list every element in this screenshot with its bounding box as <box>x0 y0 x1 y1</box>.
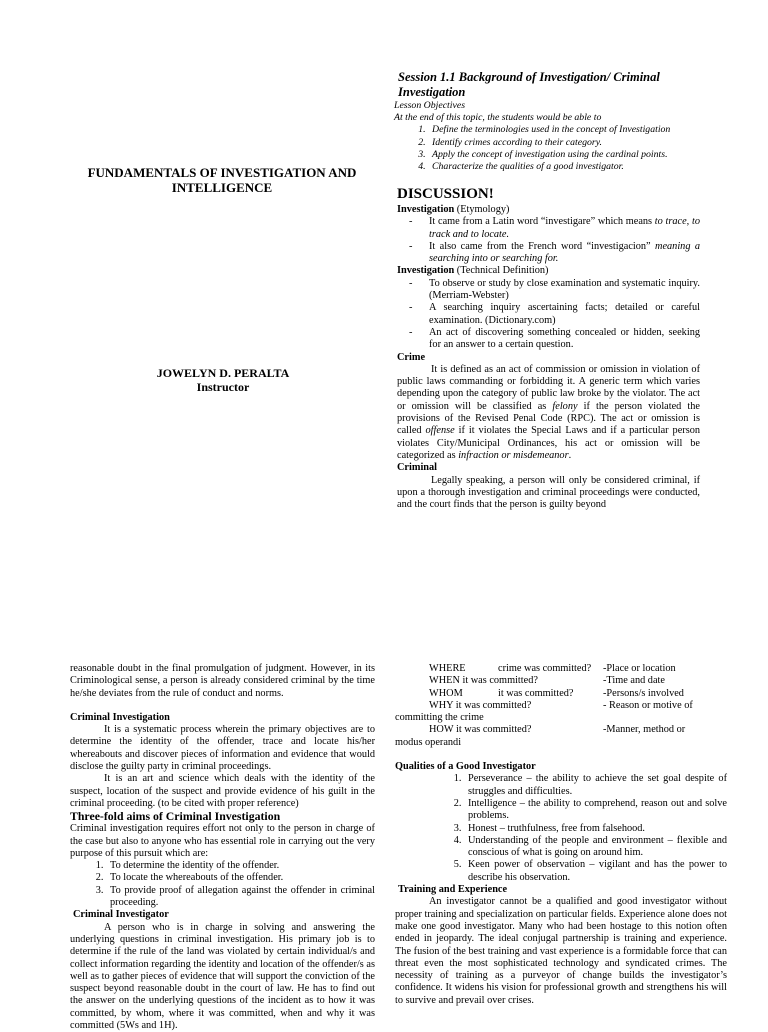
criminal-investigator-paragraph: A person who is in charge in solving and answering the underlying questions in criminal investigation. His primary job is to determine if the rule of the land was violated by certain individual/s and collect information regarding the identity and location of the offender/s as well as to gather pieces of evidence that will support the conviction of the suspect beyond reasonable doubt in the court of law. He has to find out the answer on the underlying questions of the incident as to how it was committed, by whom, where it was committed, when and why it was committed (5Ws and 1H). <box>70 921 375 1032</box>
aims-heading: Three-fold aims of Criminal Investigation <box>70 809 281 824</box>
technical-item: - A searching inquiry ascertaining facts; detailed or careful examination. (Dictionary.com) <box>429 302 700 327</box>
document-title-line-2: INTELLIGENCE <box>171 180 273 195</box>
crime-definition <box>397 364 700 462</box>
etymology-text: It came from a Latin word “investigare” which means <box>429 216 655 228</box>
page2-left-column <box>70 663 375 1032</box>
cardinal-row-why-cont <box>395 712 727 724</box>
objective-item: 4. Characterize the qualities of a good investigator. <box>428 161 710 173</box>
document-title <box>72 165 372 195</box>
etymology-emphasis: to trace, to track and to locate. <box>429 216 700 240</box>
objectives-heading: Lesson Objectives <box>394 100 466 111</box>
objective-item: 3. Apply the concept of investigation using the cardinal points. <box>428 149 710 161</box>
criminal-investigation-paragraph: It is a systematic process wherein the primary objectives are to determine the identity of the offender, trace and locate his/her whereabouts and discover pieces of information and evidence that would disclose the guilty party in criminal proceedings. <box>70 724 375 773</box>
continuation-paragraph: reasonable doubt in the final promulgation of judgment. However, in its Criminological sense, a person is already considered criminal by the time he/she deviates from the rule of conduct and norms. <box>70 663 375 699</box>
cardinal-answer: -Time and date <box>603 675 665 687</box>
qualities-list <box>395 773 727 884</box>
criminal-investigation-paragraph: It is an art and science which deals with the identity of the suspect, location of the suspect and provide evidence of his guilt in the criminal proceeding. (to be cited with proper reference) <box>70 773 375 809</box>
document-title-line-1: FUNDAMENTALS OF INVESTIGATION AND <box>87 165 357 180</box>
technical-heading <box>397 265 700 277</box>
technical-label: (Technical Definition) <box>456 265 549 277</box>
aims-list <box>70 860 375 909</box>
author-block <box>128 366 318 394</box>
cardinal-question: WHERE <box>429 663 466 674</box>
etymology-term: Investigation <box>397 204 455 215</box>
objective-item: 2. Identify crimes according to their category. <box>428 137 710 149</box>
technical-term: Investigation <box>397 265 455 277</box>
cardinal-question: WHEN it was committed? <box>429 675 538 687</box>
cardinal-row-how <box>395 724 727 736</box>
criminal-definition: Legally speaking, a person will only be considered criminal, if upon a thorough investigation and criminal proceedings were conducted, and the court finds that the person is guilty beyond <box>397 474 700 511</box>
cardinal-row-whom <box>395 688 727 700</box>
technical-item: - An act of discovering something concealed or hidden, seeking for an answer to a certain question. <box>429 327 700 352</box>
crime-text: if it violates the Special Laws and if a particular person violates City/Municipal Ordinances, his act or omission will be categorized as <box>397 425 700 461</box>
quality-item: 2. Intelligence – the ability to comprehend, reason out and solve problems. <box>464 798 727 823</box>
technical-list <box>397 278 700 352</box>
page2-right-column <box>395 663 727 1007</box>
qualities-heading: Qualities of a Good Investigator <box>395 761 536 773</box>
discussion-body <box>397 204 700 511</box>
discussion-heading: DISCUSSION! <box>397 186 494 202</box>
cardinal-answer-continued: committing the crime <box>395 712 484 724</box>
session-title <box>398 70 710 99</box>
etymology-text: It also came from the French word “investigacion” <box>429 240 656 252</box>
crime-text: if the person violated the provisions of the Revised Penal Code (RPC). The act or omission is called <box>397 400 700 437</box>
cardinal-answer: -Place or location <box>603 663 676 674</box>
criminal-investigation-heading: Criminal Investigation <box>70 711 170 723</box>
author-role: Instructor <box>196 380 250 394</box>
aims-intro: Criminal investigation requires effort not only to the person in charge of the case but also to anyone who has essential role in carrying out the very purpose of this pursuit which are: <box>70 823 375 859</box>
cardinal-question: WHOM <box>429 687 463 699</box>
etymology-list <box>397 216 700 265</box>
etymology-item <box>429 241 700 266</box>
cardinal-answer: -Manner, method or <box>603 724 686 736</box>
cardinal-question-rest: it was committed? <box>498 687 574 699</box>
criminal-investigator-heading: Criminal Investigator <box>73 909 169 921</box>
cardinal-row-when <box>395 675 727 687</box>
aim-item: 1. To determine the identity of the offender. <box>106 860 375 872</box>
cardinal-answer-continued: modus operandi <box>395 736 462 748</box>
cardinal-question: WHY it was committed? <box>429 699 532 711</box>
training-heading: Training and Experience <box>398 884 508 896</box>
cardinal-question-rest: crime was committed? <box>498 663 592 674</box>
crime-heading: Crime <box>397 351 426 363</box>
crime-text: It is defined as an act of commission or omission in violation of public laws commanding or forbidding it. A generic term which varies depending upon the category of public law broke by the violator. The act or omission will be classified as <box>397 363 700 412</box>
etymology-label: (Etymology) <box>456 204 510 215</box>
quality-item: 4. Understanding of the people and environment – flexible and conscious of what is going on around him. <box>464 835 727 860</box>
aim-item: 3. To provide proof of allegation against the offender in criminal proceeding. <box>106 885 375 910</box>
quality-item: 3. Honest – truthfulness, free from falsehood. <box>464 823 727 835</box>
criminal-heading: Criminal <box>397 462 438 474</box>
quality-item: 5. Keen power of observation – vigilant and has the power to describe his observation. <box>464 859 727 884</box>
session-title-line-1: Session 1.1 Background of Investigation/ Criminal <box>398 70 660 84</box>
etymology-heading <box>397 204 700 216</box>
objectives-list <box>394 124 710 173</box>
crime-term-felony: felony <box>552 400 578 412</box>
technical-item: - To observe or study by close examination and systematic inquiry. (Merriam-Webster) <box>429 278 700 303</box>
aim-item: 2. To locate the whereabouts of the offender. <box>106 872 375 884</box>
etymology-item <box>429 216 700 241</box>
etymology-emphasis: meaning a searching into or searching for. <box>429 240 701 265</box>
cardinal-answer: - Reason or motive of <box>603 699 693 711</box>
quality-item: 1. Perseverance – the ability to achieve the set goal despite of struggles and difficulties. <box>464 773 727 798</box>
training-paragraph: An investigator cannot be a qualified and good investigator without proper training and specialization on particular fields. Experience alone does not make one good investigator. Many who had been hostage to this notion often ended in jeopardy. The ideal conjugal partnership is training and experience. The fusion of the best training and vast experience is a formidable force that can threat even the most sophisticated technology and syndicated crimes. The necessity of training as a purveyor of change builds the investigator’s confidence. It widens his vision for professional growth and strengthens his will to survive and prevail over crises. <box>395 896 727 1006</box>
session-title-line-2: Investigation <box>398 84 466 99</box>
objectives-intro: At the end of this topic, the students would be able to <box>394 112 602 124</box>
lesson-objectives <box>394 100 710 173</box>
cardinal-row-where <box>395 663 727 675</box>
crime-term-offense: offense <box>425 425 455 437</box>
cardinal-question: HOW it was committed? <box>429 724 532 736</box>
author-name: JOWELYN D. PERALTA <box>156 366 290 380</box>
cardinal-row-why <box>395 700 727 712</box>
crime-term-infraction: infraction or misdemeanor <box>458 449 569 461</box>
crime-text: . <box>568 449 572 461</box>
objective-item: 1. Define the terminologies used in the concept of Investigation <box>428 124 710 136</box>
cardinal-answer: -Persons/s involved <box>603 687 684 699</box>
cardinal-row-how-cont <box>395 737 727 749</box>
